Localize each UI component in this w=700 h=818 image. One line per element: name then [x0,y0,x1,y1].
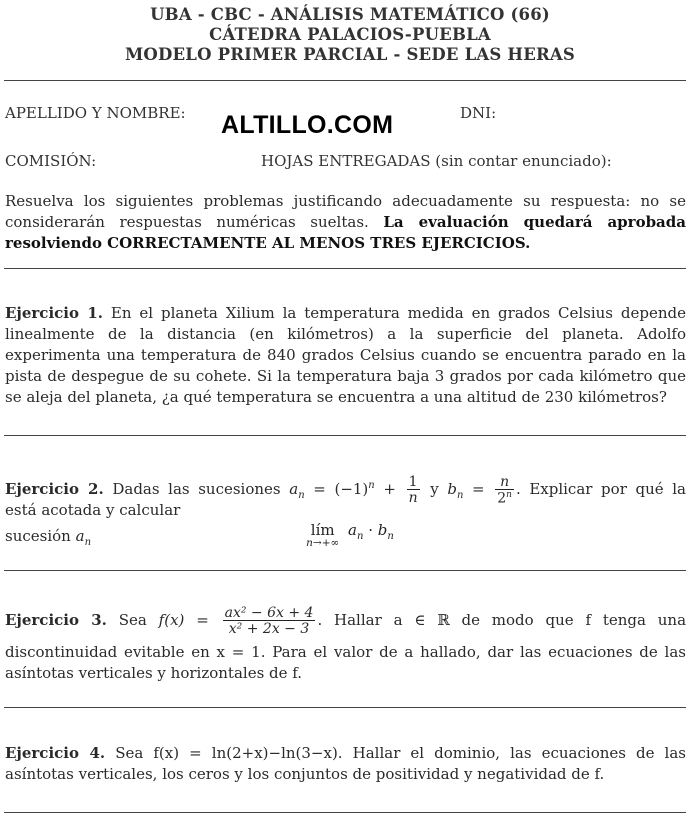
exercise-3-text-before: Sea [118,611,147,629]
seq-b: $b_n$ [447,480,464,501]
seq-a: $a_n$ [289,480,305,501]
exercise-1-text: En el planeta Xilium la temperatura medida en grados Celsius depende linealmente de la distancia (en kilómetros) a la superficie del planeta. Adolfo experimenta una temperatura de 840 grados Celsius cuando se encuentra parado en la pista de despegue de su cohete. Si la temperatura baja 3 grados por cada kilómetro que se aleja del planeta, ¿a qué temperatura se encuentra a una altitud de 230 kilómetros? [5,304,686,406]
exercise-3-title: Ejercicio 3. [5,611,107,629]
exercise-2-title: Ejercicio 2. [5,480,104,498]
exercise-4-text: Sea f(x) = ln(2+x)−ln(3−x). Hallar el dominio, las ecuaciones de las asíntotas verticales, los ceros y los conjuntos de positividad y negatividad de f. [5,744,686,783]
limit-expression: lím n→+∞ $a_n \cdot b_n$ [306,521,394,549]
exercise-2-line2: está acotada y calcular [5,501,181,519]
instructions-bold: La evaluación quedará aprobada resolviendo CORRECTAMENTE AL MENOS TRES EJERCICIOS. [5,213,686,252]
header-title-line2: CÁTEDRA PALACIOS-PUEBLA [209,25,491,44]
dni-label: DNI: [460,104,497,122]
commission-label: COMISIÓN: [5,152,97,170]
divider [4,707,686,708]
divider [4,570,686,571]
name-label: APELLIDO Y NOMBRE: [5,104,186,122]
exercise-4-title: Ejercicio 4. [5,744,106,762]
fraction-rational-function: $\frac{\text{ax² − 6x + 4}}{\text{x² + 2x − 3}}$ [224,605,314,637]
fraction-n-over-2n: $\frac{n}{2^n}$ [497,473,512,507]
conjunction: y [430,480,439,498]
divider [4,268,686,269]
sheets-label: HOJAS ENTREGADAS (sin contar enunciado): [261,152,612,170]
exercise-3-text-after: . Hallar a ∈ ℝ de modo que f tenga una discontinuidad evitable en x = 1. Para el valor de a hallado, dar las ecuaciones de las asíntotas verticales y horizontales de f. [5,611,687,682]
limit-operator: lím n→+∞ [306,521,340,549]
divider [4,812,686,813]
instructions [5,191,686,254]
divider [4,435,686,436]
instructions-text: Resuelva los siguientes problemas justificando adecuadamente su respuesta: no se considerarán respuestas numéricas sueltas. [5,192,686,231]
fraction-1-over-n: $\frac{1}{n}$ [408,474,418,506]
function-f: f(x) = [158,611,209,629]
exercise-2-text-before: Dadas las sucesiones [112,480,281,498]
exercise-1-title: Ejercicio 1. [5,304,103,322]
exercise-3 [5,598,686,684]
header-title-line1: UBA - CBC - ANÁLISIS MATEMÁTICO (66) [150,5,550,24]
seq-a-def: = $(-1)^n$ + [313,480,396,498]
watermark: ALTILLO.COM [221,111,394,139]
exercise-1 [5,303,686,408]
divider [4,80,686,81]
seq-a-ref: $a_n$ [75,527,92,548]
header-title-line3: MODELO PRIMER PARCIAL - SEDE LAS HERAS [124,45,576,64]
exercise-2-text-after: . Explicar por qué la sucesión [5,480,686,545]
exercise-2: Ejercicio 2. Dadas las sucesiones $a_n = (-1)^n$ + $\frac{1}{n}$ y $b_n$ = $\frac{n}{2^n}$ . Explicar por qué la sucesión $a_n$ [5,473,686,548]
exercise-4 [5,743,686,785]
